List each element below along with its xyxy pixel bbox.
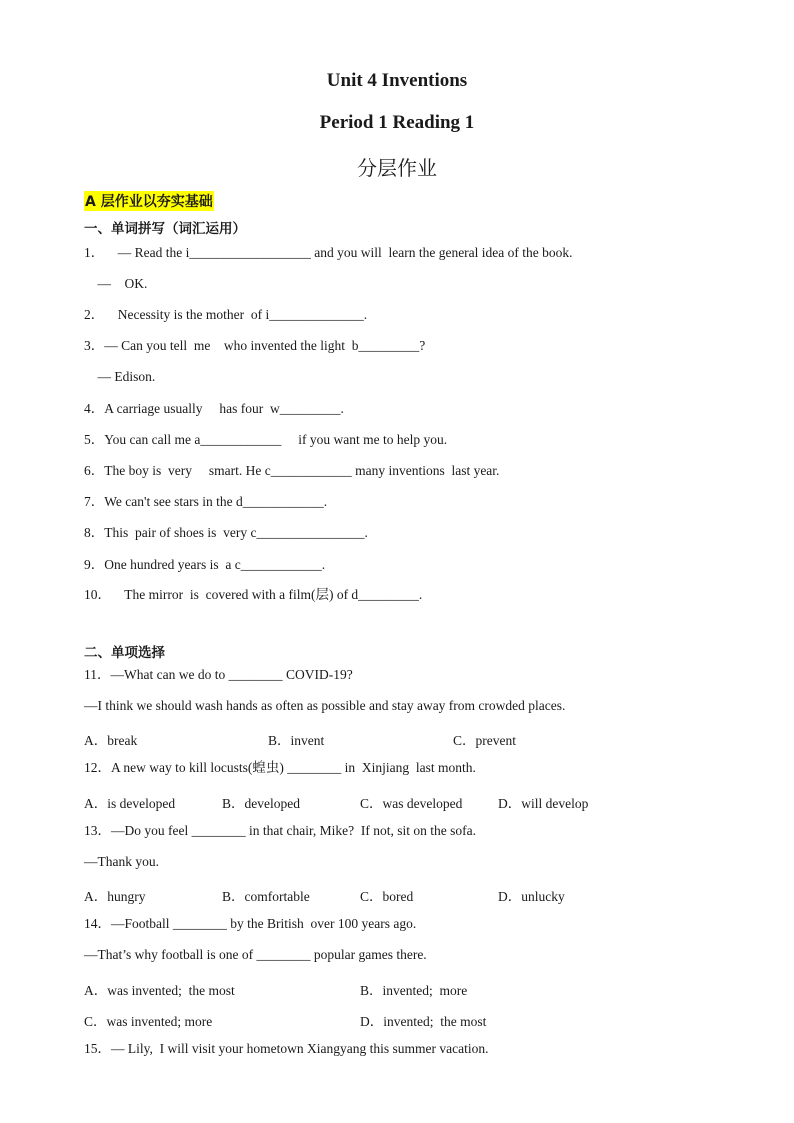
question-line: 9．One hundred years is a c____________. (84, 557, 326, 572)
option-b: B．developed (222, 796, 300, 811)
option-c: C．was invented; more (84, 1014, 213, 1029)
option-c: C．was developed (360, 796, 463, 811)
option-d: D．unlucky (498, 889, 565, 904)
option-a: A．break (84, 733, 138, 748)
period-title: Period 1 Reading 1 (319, 112, 475, 133)
question-stem: 13．—Do you feel ________ in that chair, Mike? If not, sit on the sofa. (84, 823, 477, 838)
option-b: B．invent (268, 733, 325, 748)
question-line: 5．You can call me a____________ if you want me to help you. (84, 432, 448, 447)
question-line: — OK. (84, 276, 148, 291)
question-line: 10． The mirror is covered with a film(层) of d_________. (84, 587, 423, 602)
question-line: 7．We can't see stars in the d____________. (84, 494, 328, 509)
option-c: C．prevent (453, 733, 516, 748)
option-d: D．invented; the most (360, 1014, 487, 1029)
question-stem: 12．A new way to kill locusts(蝗虫) ________ in Xinjiang last month. (84, 760, 476, 775)
option-a: A．is developed (84, 796, 176, 811)
section-a-label: A 层作业以夯实基础 (84, 191, 214, 211)
option-a: A．hungry (84, 889, 146, 904)
option-a: A．was invented; the most (84, 983, 235, 998)
unit-title: Unit 4 Inventions (326, 70, 468, 91)
option-d: D．will develop (498, 796, 589, 811)
question-line: 4．A carriage usually has four w_________. (84, 401, 344, 416)
question-stem: 15．— Lily, I will visit your hometown Xiangyang this summer vacation. (84, 1041, 489, 1056)
question-stem: 11．—What can we do to ________ COVID-19? (84, 667, 353, 682)
question-line: 1． — Read the i__________________ and you will learn the general idea of the book. (84, 245, 573, 260)
option-c: C．bored (360, 889, 414, 904)
question-dialogue: —That’s why football is one of ________ popular games there. (84, 947, 427, 962)
option-b: B．invented; more (360, 983, 468, 998)
homework-subtitle: 分层作业 (357, 156, 437, 180)
question-line: — Edison. (84, 369, 156, 384)
question-dialogue: —I think we should wash hands as often as possible and stay away from crowded places. (84, 698, 566, 713)
option-b: B．comfortable (222, 889, 310, 904)
question-dialogue: —Thank you. (84, 854, 159, 869)
part1-heading: 一、单词拼写（词汇运用） (84, 221, 246, 237)
question-line: 2． Necessity is the mother of i______________. (84, 307, 368, 322)
question-stem: 14．—Football ________ by the British over 100 years ago. (84, 916, 417, 931)
question-line: 6．The boy is very smart. He c____________ many inventions last year. (84, 463, 500, 478)
question-line: 3．— Can you tell me who invented the light b_________? (84, 338, 426, 353)
part2-heading: 二、单项选择 (84, 645, 165, 661)
question-line: 8．This pair of shoes is very c________________. (84, 525, 368, 540)
